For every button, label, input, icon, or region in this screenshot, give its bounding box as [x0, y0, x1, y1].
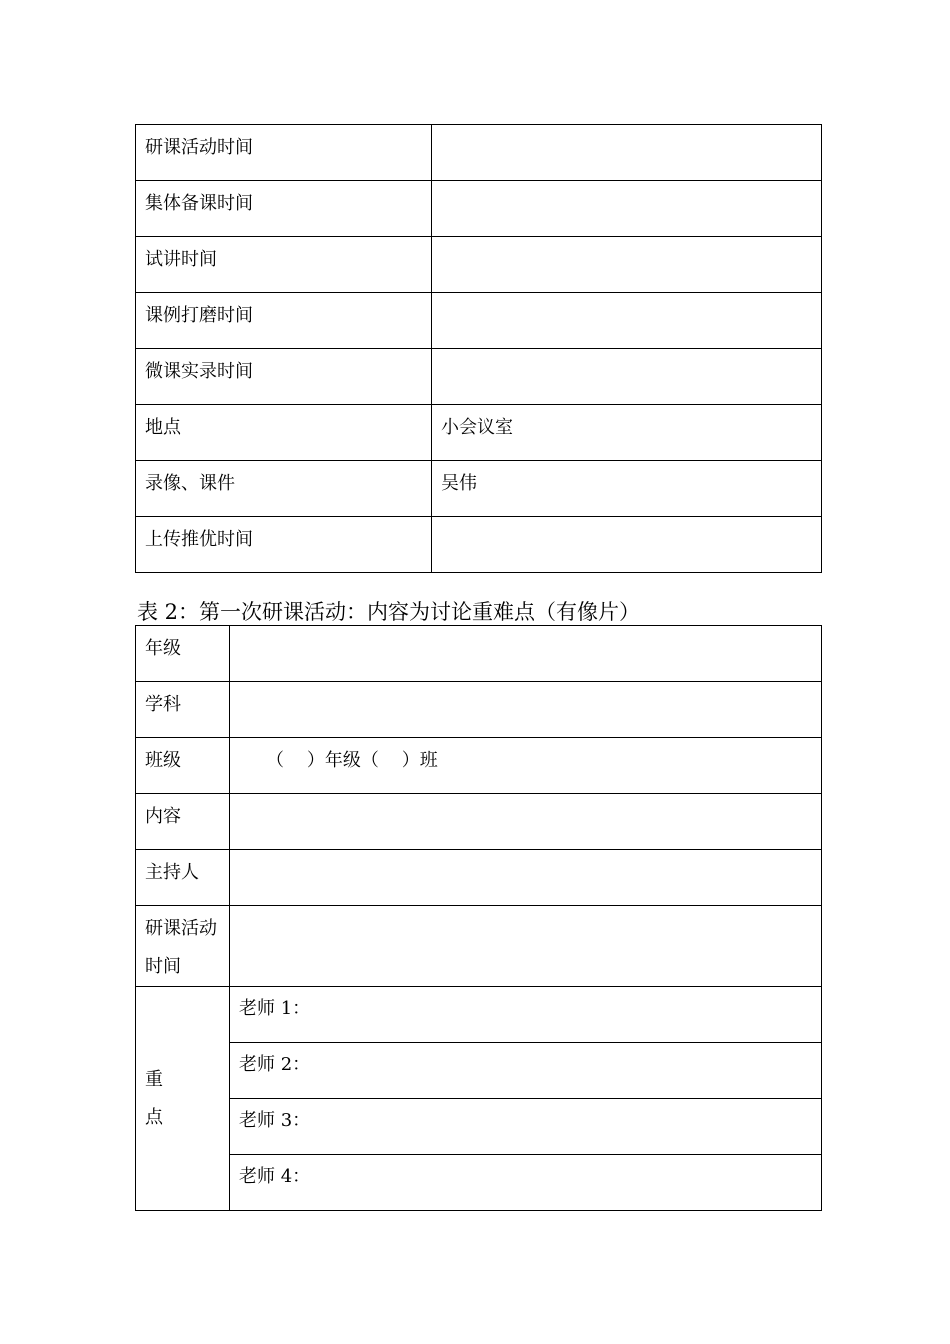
table-row	[136, 987, 822, 1043]
key-points-label: 重点	[136, 987, 230, 1211]
row-value[interactable]	[432, 237, 822, 293]
table-row	[136, 682, 822, 738]
table-row	[136, 461, 822, 517]
table-row	[136, 405, 822, 461]
row-value[interactable]	[230, 626, 822, 682]
row-value[interactable]: 吴伟	[432, 461, 822, 517]
teacher-3-field[interactable]: 老师 3：	[230, 1099, 822, 1155]
row-value[interactable]	[432, 181, 822, 237]
row-label: 研课活动时间	[136, 125, 432, 181]
teacher-1-field[interactable]: 老师 1：	[230, 987, 822, 1043]
row-label: 课例打磨时间	[136, 293, 432, 349]
table-row	[136, 794, 822, 850]
row-label: 学科	[136, 682, 230, 738]
table-row	[136, 850, 822, 906]
row-value[interactable]	[432, 125, 822, 181]
table-row	[136, 906, 822, 987]
row-value[interactable]	[230, 682, 822, 738]
row-label: 年级	[136, 626, 230, 682]
teacher-2-field[interactable]: 老师 2：	[230, 1043, 822, 1099]
row-label: 主持人	[136, 850, 230, 906]
table-row	[136, 626, 822, 682]
row-value[interactable]	[230, 850, 822, 906]
row-label: 内容	[136, 794, 230, 850]
first-lesson-study-table	[135, 625, 822, 1211]
row-value[interactable]: 小会议室	[432, 405, 822, 461]
row-value[interactable]	[230, 794, 822, 850]
activity-schedule-table	[135, 124, 822, 573]
row-label: 班级	[136, 738, 230, 794]
table-row	[136, 125, 822, 181]
table-row	[136, 1043, 822, 1099]
table-row	[136, 1099, 822, 1155]
table-row	[136, 349, 822, 405]
table-caption: 表 2：第一次研课活动：内容为讨论重难点（有像片）	[137, 600, 641, 624]
row-value[interactable]	[230, 906, 822, 987]
row-label: 集体备课时间	[136, 181, 432, 237]
row-value[interactable]	[432, 517, 822, 573]
row-label: 录像、课件	[136, 461, 432, 517]
table-row	[136, 738, 822, 794]
table-row	[136, 1155, 822, 1211]
row-label: 地点	[136, 405, 432, 461]
row-label: 微课实录时间	[136, 349, 432, 405]
table-row	[136, 181, 822, 237]
teacher-4-field[interactable]: 老师 4：	[230, 1155, 822, 1211]
row-label: 试讲时间	[136, 237, 432, 293]
table-row	[136, 237, 822, 293]
table-row	[136, 293, 822, 349]
row-label: 上传推优时间	[136, 517, 432, 573]
row-label: 研课活动时间	[136, 906, 230, 987]
row-value[interactable]	[432, 349, 822, 405]
row-value[interactable]	[432, 293, 822, 349]
table-row	[136, 517, 822, 573]
class-field[interactable]: （ ）年级（ ）班	[230, 738, 822, 794]
